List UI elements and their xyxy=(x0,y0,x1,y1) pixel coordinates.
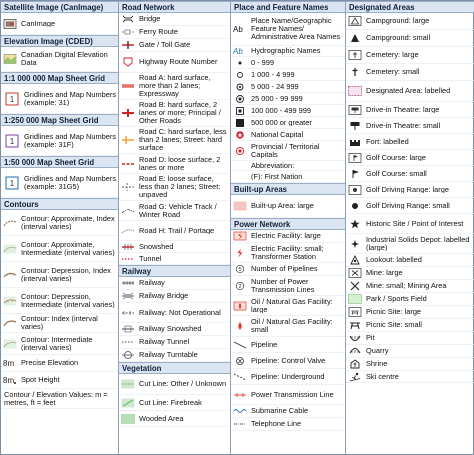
legend-item: Snowshed xyxy=(119,241,230,253)
legend-item: Bridge xyxy=(119,13,230,26)
oil-gas-facility-large-icon xyxy=(233,301,247,311)
section-header-power: Power Network xyxy=(231,218,345,230)
road-g-icon xyxy=(121,206,135,216)
golf-course-small-icon xyxy=(348,169,362,179)
legend-item: Electric Facility: large xyxy=(231,230,345,243)
svg-text:5: 5 xyxy=(238,267,242,273)
section-header-road-network: Road Network xyxy=(119,1,230,13)
ski-centre-icon xyxy=(348,372,362,382)
population-1000-4999-icon xyxy=(233,70,247,80)
legend-item: Road G: Vehicle Track / Winter Road xyxy=(119,201,230,221)
legend-item: Campground: small xyxy=(346,30,474,47)
legend-item: Cut Line: Firebreak xyxy=(119,395,230,411)
legend-item: Golf Course: large xyxy=(346,150,474,166)
svg-text:1: 1 xyxy=(9,178,15,188)
legend-item: Contour: Approximate, Index (interval varies) xyxy=(1,210,118,236)
legend-item: Designated Area: labelled xyxy=(346,81,474,102)
legend-item: Built-up Area: large xyxy=(231,195,345,218)
contour-index-icon xyxy=(3,318,17,328)
legend-item: Contour: Index (interval varies) xyxy=(1,314,118,333)
drive-in-theatre-small-icon xyxy=(348,121,362,131)
legend-item: 1 Gridlines and Map Numbers (example: 31G5) xyxy=(1,168,118,198)
campground-large-icon xyxy=(348,16,362,26)
shrine-icon xyxy=(348,359,362,369)
grid-250k-icon xyxy=(3,134,21,148)
legend-item: Pit xyxy=(346,332,474,345)
legend-item: Road D: loose surface, 2 lanes or more xyxy=(119,154,230,174)
legend-item: Pipeline xyxy=(231,337,345,353)
legend-item: Oil / Natural Gas Facility: large xyxy=(231,296,345,316)
railway-not-operational-icon xyxy=(121,308,135,318)
legend-item: Ab Hydrographic Names xyxy=(231,46,345,57)
snowshed-icon xyxy=(121,242,135,252)
national-capital-icon xyxy=(233,130,247,140)
legend-item: Golf Driving Range: small xyxy=(346,198,474,214)
contour-depression-intermediate-icon xyxy=(3,296,17,306)
road-e-icon xyxy=(121,182,135,192)
industrial-solids-depot-icon xyxy=(348,239,362,249)
legend-item: Quarry xyxy=(346,345,474,358)
cut-line-other-icon xyxy=(121,379,135,389)
population-100000-499999-icon xyxy=(233,106,247,116)
legend-item: 8m Precise Elevation xyxy=(1,355,118,372)
legend-item: 1 000 - 4 999 xyxy=(231,69,345,81)
legend-item: Picnic Site: small xyxy=(346,319,474,332)
svg-text:Ab: Ab xyxy=(233,25,243,34)
drive-in-theatre-large-icon xyxy=(348,105,362,115)
pit-icon xyxy=(348,333,362,343)
population-5000-24999-icon xyxy=(233,82,247,92)
pipeline-icon xyxy=(233,340,247,350)
golf-driving-range-small-icon xyxy=(348,201,362,211)
legend-item: Pipeline: Underground xyxy=(231,369,345,385)
legend-item: Drive-in Theatre: small xyxy=(346,118,474,134)
builtup-area-icon xyxy=(233,201,247,211)
legend-item: 8m Spot Height xyxy=(1,372,118,389)
legend-abbreviation: Abbreviation: xyxy=(231,161,345,171)
legend-item: Electric Facility: small; Transformer Station xyxy=(231,243,345,263)
legend-item: National Capital xyxy=(231,129,345,141)
legend-item: Contour: Depression, Intermediate (interval varies) xyxy=(1,288,118,314)
section-header-railway: Railway xyxy=(119,265,230,277)
legend-item: 25 000 - 99 999 xyxy=(231,93,345,105)
grid-1m-icon xyxy=(3,92,21,106)
legend-item: Mine: small; Mining Area xyxy=(346,280,474,293)
cemetery-small-icon xyxy=(348,67,362,77)
legend-item: Railway Tunnel xyxy=(119,336,230,349)
legend-item: 5 000 - 24 999 xyxy=(231,81,345,93)
contour-approx-index-icon xyxy=(3,218,17,228)
ferry-route-icon xyxy=(121,27,135,37)
place-name-icon xyxy=(233,24,247,34)
svg-text:Ab: Ab xyxy=(233,47,243,56)
spot-height-icon xyxy=(3,375,17,385)
legend-item: 500 000 or greater xyxy=(231,117,345,129)
electric-facility-large-icon xyxy=(233,231,247,241)
legend-item: Contour: Depression, Index (interval varies) xyxy=(1,262,118,288)
legend-item: CanImage xyxy=(1,13,118,35)
contour-depression-index-icon xyxy=(3,270,17,280)
oil-gas-facility-small-icon xyxy=(233,321,247,331)
legend-item: Railway Turntable xyxy=(119,349,230,362)
legend-item: Railway: Not Operational xyxy=(119,303,230,323)
svg-text:1: 1 xyxy=(9,136,15,146)
designated-area-icon xyxy=(348,86,362,96)
quarry-icon xyxy=(348,346,362,356)
number-of-power-lines-icon xyxy=(233,281,247,291)
railway-icon xyxy=(121,278,135,288)
fort-icon xyxy=(348,137,362,147)
legend-item: Contour: Approximate, Intermediate (interval varies) xyxy=(1,236,118,262)
legend-item: Road H: Trail / Portage xyxy=(119,221,230,241)
svg-text:8m: 8m xyxy=(3,376,15,385)
legend-abbreviation-first-nation: (F): First Nation xyxy=(231,171,345,183)
legend-column-imagery xyxy=(1,1,119,454)
railway-tunnel-icon xyxy=(121,337,135,347)
grid-50k-icon xyxy=(3,176,21,190)
legend-column-designated xyxy=(346,1,474,454)
legend-item: Railway Snowshed xyxy=(119,323,230,336)
provincial-capital-icon xyxy=(233,146,247,156)
legend-item: Park / Sports Field xyxy=(346,293,474,306)
legend-item: Highway Route Number xyxy=(119,52,230,73)
legend-item: 1 Gridlines and Map Numbers (example: 31F) xyxy=(1,126,118,156)
legend-item: Cut Line: Other / Unknown xyxy=(119,374,230,395)
campground-small-icon xyxy=(348,33,362,43)
section-header-designated: Designated Areas xyxy=(346,1,474,13)
legend-item: Tunnel xyxy=(119,253,230,265)
park-sports-field-icon xyxy=(348,294,362,304)
legend-item: Mine: large xyxy=(346,267,474,280)
telephone-line-icon xyxy=(233,419,247,429)
legend-item: Telephone Line xyxy=(231,418,345,431)
section-header-builtup: Built-up Areas xyxy=(231,183,345,195)
svg-text:2: 2 xyxy=(238,283,242,290)
mine-small-icon xyxy=(348,281,362,291)
section-header-grid-250k: 1:250 000 Map Sheet Grid xyxy=(1,114,118,126)
contour-intermediate-icon xyxy=(3,339,17,349)
legend-item: Railway xyxy=(119,277,230,290)
legend-item: Golf Course: small xyxy=(346,166,474,182)
legend-item: Road B: hard surface, 2 lanes or more; Principal / Other Roads xyxy=(119,100,230,127)
legend-item: Submarine Cable xyxy=(231,405,345,418)
section-header-contours: Contours xyxy=(1,198,118,210)
legend-item: Cemetery: large xyxy=(346,47,474,64)
pipeline-underground-icon xyxy=(233,372,247,382)
legend-item: 100 000 - 499 999 xyxy=(231,105,345,117)
railway-snowshed-icon xyxy=(121,324,135,334)
legend-item: Oil / Natural Gas Facility: small xyxy=(231,316,345,337)
railway-bridge-icon xyxy=(121,291,135,301)
legend-item: Canadian Digital Elevation Data xyxy=(1,47,118,72)
legend-item: Railway Bridge xyxy=(119,290,230,303)
road-c-icon xyxy=(121,135,135,145)
legend-item: 5 Number of Pipelines xyxy=(231,263,345,276)
legend-item: Ab Place Name/Geographic Feature Names/ Administrative Area Names xyxy=(231,13,345,46)
legend-item: Ferry Route xyxy=(119,26,230,39)
tunnel-icon xyxy=(121,254,135,264)
elevation-image-icon xyxy=(3,54,17,64)
legend-item: Drive-in Theatre: large xyxy=(346,102,474,118)
gate-icon xyxy=(121,40,135,50)
legend-item: 2 Number of Power Transmission Lines xyxy=(231,276,345,296)
highway-number-icon xyxy=(121,57,135,67)
legend-item: Ski centre xyxy=(346,371,474,383)
mine-large-icon xyxy=(348,268,362,278)
cemetery-large-icon xyxy=(348,50,362,60)
road-b-icon xyxy=(121,108,135,118)
legend-item: Provincial / Territorial Capitals xyxy=(231,141,345,161)
legend-item: Campground: large xyxy=(346,13,474,30)
legend-footnote: Contour / Elevation Values: m = metres, ft = feet xyxy=(1,389,118,409)
historic-site-icon xyxy=(348,219,362,229)
section-header-place-names: Place and Feature Names xyxy=(231,1,345,13)
number-of-pipelines-icon xyxy=(233,264,247,274)
legend-item: Golf Driving Range: large xyxy=(346,182,474,198)
electric-facility-small-icon xyxy=(233,248,247,258)
legend-item: Fort: labelled xyxy=(346,134,474,150)
road-d-icon xyxy=(121,159,135,169)
population-500000-plus-icon xyxy=(233,118,247,128)
legend-item: Lookout: labelled xyxy=(346,254,474,267)
legend-item: 1 Gridlines and Map Numbers (example: 31) xyxy=(1,84,118,114)
railway-turntable-icon xyxy=(121,350,135,360)
lookout-icon xyxy=(348,255,362,265)
legend-item: Pipeline: Control Valve xyxy=(231,353,345,369)
road-h-icon xyxy=(121,226,135,236)
legend-item: Shrine xyxy=(346,358,474,371)
section-header-grid-1m: 1:1 000 000 Map Sheet Grid xyxy=(1,72,118,84)
legend-item: Gate / Toll Gate xyxy=(119,39,230,52)
legend-item: Industrial Solids Depot: labelled (large) xyxy=(346,234,474,254)
section-header-vegetation: Vegetation xyxy=(119,362,230,374)
bridge-icon xyxy=(121,14,135,24)
road-a-icon xyxy=(121,81,135,91)
pipeline-control-valve-icon xyxy=(233,356,247,366)
picnic-site-large-icon xyxy=(348,307,362,317)
section-header-satellite: Satellite Image (CanImage) xyxy=(1,1,118,13)
legend-item: Power Transmission Line xyxy=(231,385,345,405)
legend-item: Road E: loose surface, less than 2 lanes; Street: unpaved xyxy=(119,174,230,201)
legend-item: Road C: hard surface, less than 2 lanes; Street: hard surface xyxy=(119,127,230,154)
legend-item: 0 - 999 xyxy=(231,57,345,69)
legend-column-transport xyxy=(119,1,231,454)
cut-line-firebreak-icon xyxy=(121,398,135,408)
wooded-area-icon xyxy=(121,414,135,424)
picnic-site-small-icon xyxy=(348,320,362,330)
golf-driving-range-large-icon xyxy=(348,185,362,195)
population-25000-99999-icon xyxy=(233,94,247,104)
canimage-icon xyxy=(3,19,17,29)
contour-approx-intermediate-icon xyxy=(3,244,17,254)
legend-item: Historic Site / Point of Interest xyxy=(346,214,474,234)
legend-item: Wooded Area xyxy=(119,411,230,427)
legend-item: Picnic Site: large xyxy=(346,306,474,319)
submarine-cable-icon xyxy=(233,406,247,416)
hydrographic-name-icon xyxy=(233,46,247,56)
legend-item: Road A: hard surface, more than 2 lanes; Expressway xyxy=(119,73,230,100)
section-header-grid-50k: 1:50 000 Map Sheet Grid xyxy=(1,156,118,168)
legend-item: Cemetery: small xyxy=(346,64,474,81)
population-0-999-icon xyxy=(233,58,247,68)
golf-course-large-icon xyxy=(348,153,362,163)
power-transmission-line-icon xyxy=(233,390,247,400)
section-header-elevation: Elevation Image (CDED) xyxy=(1,35,118,47)
svg-text:1: 1 xyxy=(9,94,15,104)
legend-column-places xyxy=(231,1,346,454)
precise-elevation-icon xyxy=(3,358,17,368)
legend-item: Contour: Intermediate (interval varies) xyxy=(1,333,118,355)
svg-text:8m: 8m xyxy=(3,359,15,368)
